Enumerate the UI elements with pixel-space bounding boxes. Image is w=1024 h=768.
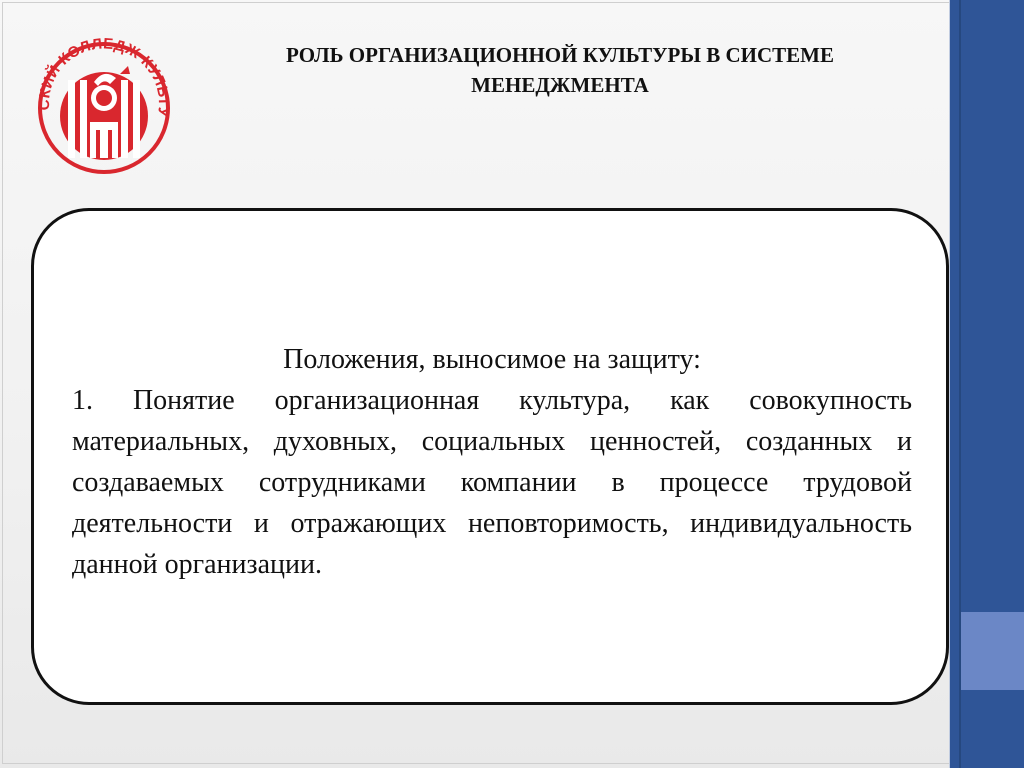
content-box — [31, 208, 949, 705]
side-band-edge — [949, 0, 950, 768]
side-band-light-block — [961, 612, 1024, 690]
side-band-lower-block — [961, 690, 1024, 768]
logo-text: СКИЙ КОЛЛЕДЖ КУЛЬТУ — [35, 35, 173, 119]
page-title — [210, 40, 910, 100]
content-heading: Положения, выносимое на защиту: — [283, 344, 701, 375]
side-accent-band — [949, 0, 1024, 768]
title-line-2: МЕНЕДЖМЕНТА — [471, 73, 649, 97]
content-text — [72, 339, 912, 585]
college-logo — [24, 18, 184, 178]
content-body: 1. Понятие организационная культура, как совокупность материальных, духовных, социальных ценностей, созданных и создаваемых сотрудниками компании в процессе трудовой деятельности и отражающих неповторимость, индивидуальность данной организации. — [72, 385, 912, 580]
college-emblem-icon — [24, 18, 184, 178]
title-line-1: РОЛЬ ОРГАНИЗАЦИОННОЙ КУЛЬТУРЫ В СИСТЕМЕ — [286, 43, 834, 67]
